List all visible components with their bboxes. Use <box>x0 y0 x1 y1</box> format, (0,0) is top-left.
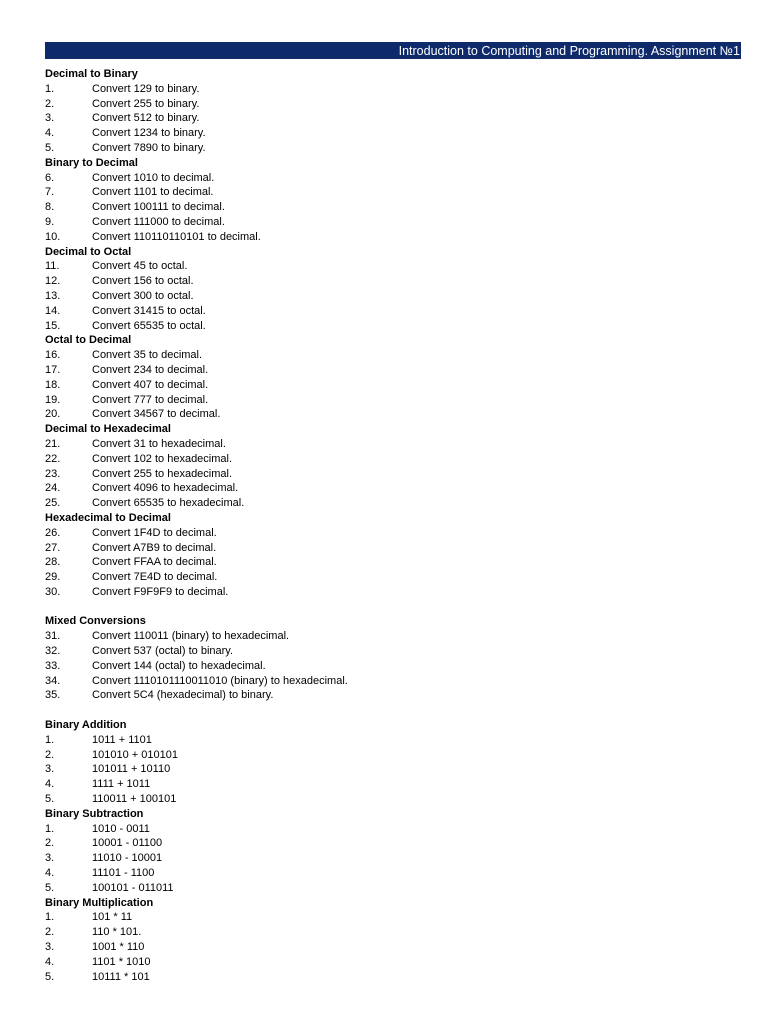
item-text: Convert 65535 to octal. <box>92 319 206 332</box>
list-item <box>45 792 745 807</box>
item-number: 3. <box>45 941 55 954</box>
list-item <box>45 644 745 659</box>
item-number: 1. <box>45 822 55 835</box>
section-title: Binary to Decimal <box>45 156 138 169</box>
item-text: Convert FFAA to decimal. <box>92 556 217 569</box>
list-item <box>45 910 745 925</box>
item-text: Convert 144 (octal) to hexadecimal. <box>92 659 266 672</box>
item-number: 3. <box>45 852 55 865</box>
section-binary-multiplication <box>45 896 745 985</box>
list-item <box>45 748 745 763</box>
assignment-content <box>45 67 745 984</box>
item-text: 10111 * 101 <box>92 970 150 983</box>
item-number: 2. <box>45 97 55 110</box>
list-item <box>45 82 745 97</box>
list-item <box>45 940 745 955</box>
list-item <box>45 126 745 141</box>
item-number: 30. <box>45 585 61 598</box>
item-text: Convert 129 to binary. <box>92 82 200 95</box>
item-text: 1010 - 0011 <box>92 822 150 835</box>
item-text: 110 * 101. <box>92 926 142 939</box>
item-text: 1011 + 1101 <box>92 733 152 746</box>
item-text: Convert 110110110101 to decimal. <box>92 230 261 243</box>
list-item <box>45 629 745 644</box>
section-title: Decimal to Octal <box>45 245 132 258</box>
item-text: Convert 234 to decimal. <box>92 363 209 376</box>
item-number: 2. <box>45 748 55 761</box>
item-text: Convert 156 to octal. <box>92 275 194 288</box>
item-text: Convert 7890 to binary. <box>92 141 206 154</box>
list-item <box>45 289 745 304</box>
item-number: 14. <box>45 304 61 317</box>
item-number: 19. <box>45 393 61 406</box>
item-number: 29. <box>45 571 61 584</box>
list-item <box>45 259 745 274</box>
list-item <box>45 481 745 496</box>
list-item <box>45 467 745 482</box>
list-item <box>45 541 745 556</box>
item-number: 4. <box>45 127 55 140</box>
list-item <box>45 955 745 970</box>
item-number: 4. <box>45 867 55 880</box>
item-text: Convert 100111 to decimal. <box>92 201 225 214</box>
item-text: Convert 255 to hexadecimal. <box>92 467 233 480</box>
item-number: 24. <box>45 482 61 495</box>
section-title: Hexadecimal to Decimal <box>45 511 171 524</box>
item-text: 101010 + 010101 <box>92 748 178 761</box>
list-item <box>45 555 745 570</box>
item-number: 4. <box>45 955 55 968</box>
section-title: Decimal to Hexadecimal <box>45 423 171 436</box>
item-text: 1111 + 1011 <box>92 778 151 791</box>
item-number: 34. <box>45 674 61 687</box>
list-item <box>45 688 745 703</box>
item-number: 9. <box>45 215 55 228</box>
item-number: 12. <box>45 275 61 288</box>
item-text: Convert 35 to decimal. <box>92 349 203 362</box>
item-text: Convert 34567 to decimal. <box>92 408 221 421</box>
list-item <box>45 348 745 363</box>
item-number: 3. <box>45 112 55 125</box>
item-text: Convert 102 to hexadecimal. <box>92 452 233 465</box>
section-title: Binary Subtraction <box>45 807 144 820</box>
list-item <box>45 526 745 541</box>
item-text: 1001 * 110 <box>92 941 145 954</box>
item-text: Convert 7E4D to decimal. <box>92 571 218 584</box>
list-item <box>45 881 745 896</box>
item-text: 101011 + 10110 <box>92 763 171 776</box>
section-title: Decimal to Binary <box>45 68 138 80</box>
item-text: Convert 537 (octal) to binary. <box>92 645 234 658</box>
list-item <box>45 111 745 126</box>
item-number: 1. <box>45 733 55 746</box>
section-binary-subtraction <box>45 807 745 896</box>
item-number: 5. <box>45 881 55 894</box>
item-text: Convert 110011 (binary) to hexadecimal. <box>92 630 290 643</box>
list-item <box>45 200 745 215</box>
list-item <box>45 777 745 792</box>
item-text: 101 * 11 <box>92 911 133 924</box>
item-number: 23. <box>45 467 61 480</box>
item-text: Convert 1101 to decimal. <box>92 186 214 199</box>
item-number: 31. <box>45 630 61 643</box>
section-binary-to-decimal <box>45 156 745 245</box>
list-item <box>45 970 745 985</box>
item-number: 2. <box>45 837 55 850</box>
item-text: Convert 111000 to decimal. <box>92 215 225 228</box>
item-text: Convert 4096 to hexadecimal. <box>92 482 239 495</box>
section-title: Binary Multiplication <box>45 896 154 909</box>
list-item <box>45 762 745 777</box>
section-title: Mixed Conversions <box>45 615 146 628</box>
item-text: Convert 512 to binary. <box>92 112 200 125</box>
list-item <box>45 851 745 866</box>
list-item <box>45 319 745 334</box>
item-text: 100101 - 011011 <box>92 881 174 894</box>
item-number: 35. <box>45 689 61 702</box>
item-number: 7. <box>45 186 55 199</box>
item-text: Convert 255 to binary. <box>92 97 200 110</box>
list-item <box>45 659 745 674</box>
item-text: Convert 1234 to binary. <box>92 127 206 140</box>
item-number: 22. <box>45 452 61 465</box>
list-item <box>45 585 745 600</box>
header-title: Introduction to Computing and Programming. Assignment №1 <box>398 44 740 58</box>
item-text: Convert 45 to octal. <box>92 260 188 273</box>
item-text: Convert 300 to octal. <box>92 289 194 302</box>
item-text: Convert 777 to decimal. <box>92 393 209 406</box>
list-item <box>45 925 745 940</box>
item-text: 11101 - 1100 <box>92 867 155 880</box>
item-number: 5. <box>45 793 55 806</box>
list-item <box>45 304 745 319</box>
item-text: Convert F9F9F9 to decimal. <box>92 585 229 598</box>
item-number: 17. <box>45 363 61 376</box>
item-number: 5. <box>45 970 55 983</box>
list-item <box>45 674 745 689</box>
item-number: 15. <box>45 319 61 332</box>
list-item <box>45 733 745 748</box>
list-item <box>45 171 745 186</box>
item-number: 27. <box>45 541 61 554</box>
item-text: Convert 1010 to decimal. <box>92 171 215 184</box>
list-item <box>45 836 745 851</box>
item-number: 26. <box>45 526 61 539</box>
list-item <box>45 437 745 452</box>
list-item <box>45 97 745 112</box>
list-item <box>45 496 745 511</box>
list-item <box>45 452 745 467</box>
section-title: Binary Addition <box>45 719 127 732</box>
item-number: 6. <box>45 171 55 184</box>
section-decimal-to-hexadecimal <box>45 422 745 511</box>
item-number: 3. <box>45 763 55 776</box>
list-item <box>45 185 745 200</box>
item-text: Convert 407 to decimal. <box>92 378 209 391</box>
item-number: 25. <box>45 497 61 510</box>
list-item <box>45 363 745 378</box>
list-item <box>45 141 745 156</box>
item-number: 1. <box>45 911 55 924</box>
section-mixed-conversions <box>45 614 745 703</box>
item-text: 1101 * 1010 <box>92 955 151 968</box>
list-item <box>45 378 745 393</box>
item-number: 5. <box>45 141 55 154</box>
item-text: Convert 1F4D to decimal. <box>92 526 217 539</box>
list-item <box>45 215 745 230</box>
item-text: Convert 65535 to hexadecimal. <box>92 497 245 510</box>
list-item <box>45 393 745 408</box>
item-number: 20. <box>45 408 61 421</box>
section-octal-to-decimal <box>45 333 745 422</box>
item-number: 18. <box>45 378 61 391</box>
item-text: 11010 - 10001 <box>92 852 163 865</box>
list-item <box>45 822 745 837</box>
section-hexadecimal-to-decimal <box>45 511 745 600</box>
item-number: 8. <box>45 201 55 214</box>
item-number: 1. <box>45 82 55 95</box>
section-title: Octal to Decimal <box>45 334 132 347</box>
list-item <box>45 230 745 245</box>
item-number: 11. <box>45 260 60 273</box>
section-decimal-to-octal <box>45 245 745 334</box>
item-text: 110011 + 100101 <box>92 793 177 806</box>
item-number: 28. <box>45 556 61 569</box>
item-number: 16. <box>45 349 61 362</box>
item-number: 2. <box>45 926 55 939</box>
item-text: Convert A7B9 to decimal. <box>92 541 217 554</box>
list-item <box>45 407 745 422</box>
item-text: Convert 31 to hexadecimal. <box>92 437 226 450</box>
list-item <box>45 570 745 585</box>
list-item <box>45 866 745 881</box>
section-binary-addition <box>45 718 745 807</box>
item-number: 10. <box>45 230 61 243</box>
item-number: 13. <box>45 289 61 302</box>
section-decimal-to-binary <box>45 67 745 156</box>
item-text: Convert 1110101110011010 (binary) to hexadecimal. <box>92 674 348 687</box>
item-text: Convert 31415 to octal. <box>92 304 206 317</box>
item-text: 10001 - 01100 <box>92 837 163 850</box>
header-bar <box>45 42 741 59</box>
item-number: 33. <box>45 659 61 672</box>
item-text: Convert 5C4 (hexadecimal) to binary. <box>92 689 274 702</box>
item-number: 32. <box>45 645 61 658</box>
list-item <box>45 274 745 289</box>
item-number: 21. <box>45 437 61 450</box>
item-number: 4. <box>45 778 55 791</box>
